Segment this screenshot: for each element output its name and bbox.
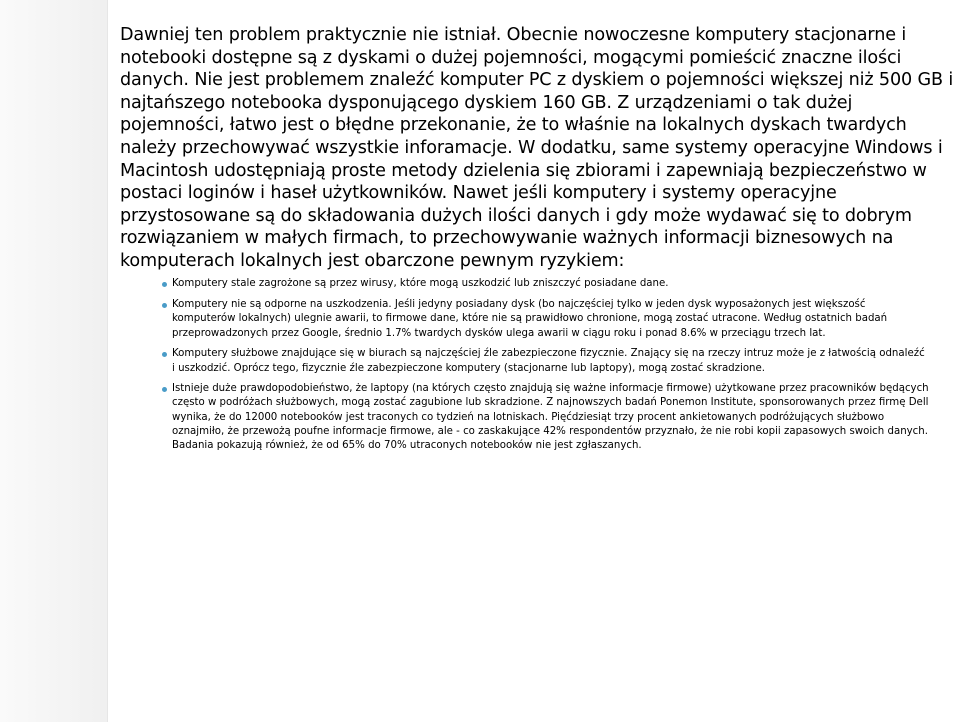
risk-bullet-list [162,277,930,460]
list-item [162,382,930,453]
list-item [162,277,930,291]
list-item-text: Istnieje duże prawdopodobieństwo, że laptopy (na których często znajdują się ważne informacje firmowe) użytkowane przez pracowników będących często w podróżach służbowych, mogą zostać zagubione lub skradzione. Z najnowszych badań Ponemon Institute, sponsorowanych przez firmę Dell wynika, że do 12000 notebooków jest traconych co tydzień na lotniskach. Pięćdziesiąt trzy procent ankietowanych podróżujących służbowo oznajmiło, że przewożą poufne informacje firmowe, ale - co zaskakujące 42% respondentów przyznało, że nie robi kopii zapasowych swoich danych. Badania pokazują również, że od 65% do 70% utraconych notebooków nie jest zgłaszanych. [172,383,929,452]
bullet-dot-icon [162,352,167,357]
list-item-text: Komputery służbowe znajdujące się w biurach są najczęściej źle zabezpieczone fizycznie. Znający się na rzeczy intruz może je z łatwością odnaleźć i uszkodzić. Oprócz tego, fizycznie źle zabezpieczone komputery (stacjonarne lub laptopy), mogą zostać skradzione. [172,348,925,374]
list-item-text: Komputery nie są odporne na uszkodzenia. Jeśli jedyny posiadany dysk (bo najczęściej tylko w jeden dysk wyposażonych jest większość komputerów lokalnych) ulegnie awarii, to firmowe dane, które nie są prawidłowo chronione, mogą zostać utracone. Według ostatnich badań przeprowadzonych przez Google, średnio 1.7% twardych dysków ulega awarii w ciągu roku i ponad 8.6% w przeciągu trzech lat. [172,299,888,339]
bullet-dot-icon [162,387,167,392]
list-item [162,298,930,341]
bullet-dot-icon [162,303,167,308]
main-paragraph: Dawniej ten problem praktycznie nie istniał. Obecnie nowoczesne komputery stacjonarne i notebooki dostępne są z dyskami o dużej pojemności, mogącymi pomieścić znaczne ilości danych. Nie jest problemem znaleźć komputer PC z dyskiem o pojemności większej niż 500 GB i najtańszego notebooka dysponującego dyskiem 160 GB. Z urządzeniami o tak dużej pojemności, łatwo jest o błędne przekonanie, że to właśnie na lokalnych dyskach twardych należy przechowywać wszystkie inforamacje. W dodatku, same systemy operacyjne Windows i Macintosh udostępniają proste metody dzielenia się zbiorami i zapewniają bezpieczeństwo w postaci loginów i haseł użytkowników. Nawet jeśli komputery i systemy operacyjne przystosowane są do składowania dużych ilości danych i gdy może wydawać się to dobrym rozwiązaniem w małych firmach, to przechowywanie ważnych informacji biznesowych na komputerach lokalnych jest obarczone pewnym ryzykiem: [120,25,954,271]
list-item [162,347,930,375]
bullet-dot-icon [162,282,167,287]
list-item-text: Komputery stale zagrożone są przez wirusy, które mogą uszkodzić lub zniszczyć posiadane dane. [172,278,669,289]
left-margin-band [0,0,108,722]
